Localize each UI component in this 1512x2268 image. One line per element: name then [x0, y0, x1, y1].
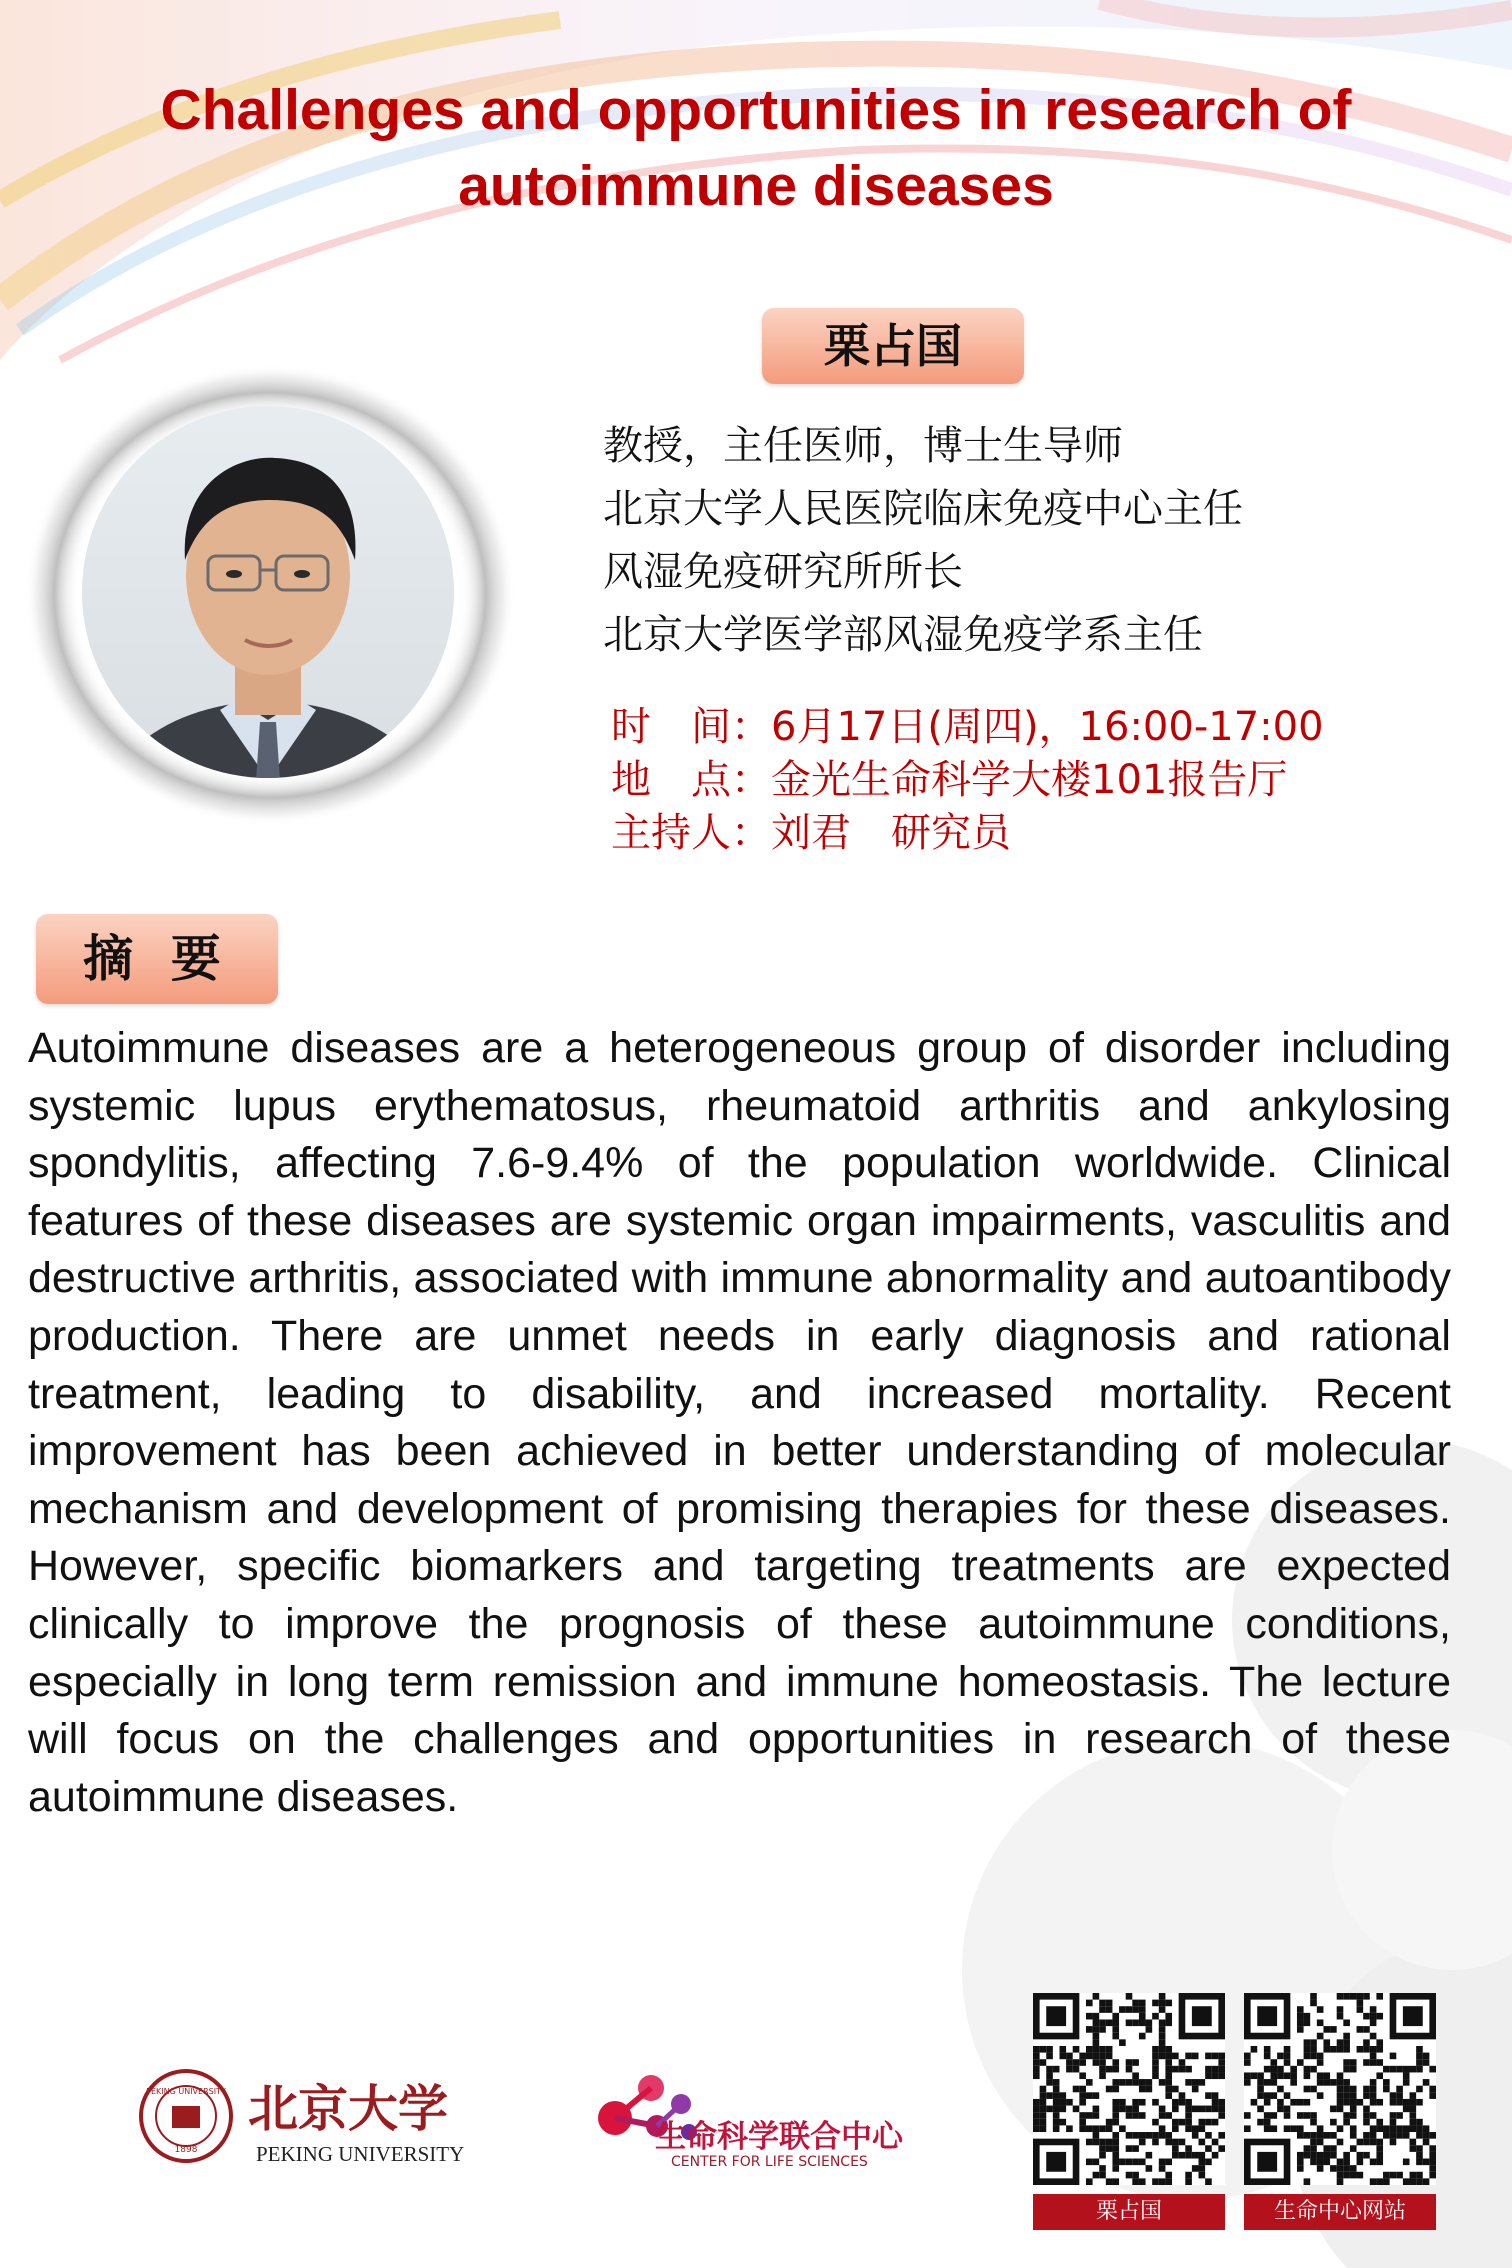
event-host-label: 主持人： [611, 810, 771, 856]
speaker-portrait [20, 360, 520, 830]
speaker-title-line: 北京大学医学部风湿免疫学系主任 [603, 612, 1203, 658]
speaker-title-line: 教授，主任医师，博士生导师 [603, 423, 1123, 469]
qr-code-speaker[interactable] [1033, 1993, 1225, 2230]
pku-en-name: PEKING UNIVERSITY [256, 2142, 465, 2166]
event-place-label: 地 点： [611, 757, 771, 803]
peking-university-seal [138, 2068, 478, 2168]
abstract-text: Autoimmune diseases are a heterogeneous group of disorder including systemic lupus erythematosus, rheumatoid arthritis and ankylosing spondylitis, affecting 7.6-9.4% of the population worldwide. Clinical features of these diseases are systemic organ impairments, vasculitis and destructive arthritis, associated with immune abnormality and autoantibody production. There are unmet needs in early diagnosis and rational treatment, leading to disability, and increased mortality. Recent improvement has been achieved in better understanding of molecular mechanism and development of promising therapies for these diseases. However, specific biomarkers and targeting treatments are expected clinically to improve the prognosis of these autoimmune conditions, especially in long term remission and immune homeostasis. The lecture will focus on the challenges and opportunities in research of these autoimmune diseases. [28, 1024, 1451, 1821]
event-time-value: 6月17日(周四)，16:00-17:00 [771, 704, 1324, 750]
cls-cn-name: 生命科学联合中心 [655, 2119, 903, 2155]
qr-code-icon [1244, 1993, 1436, 2185]
qr-code-website[interactable] [1244, 1993, 1436, 2230]
speaker-title-line: 风湿免疫研究所所长 [603, 549, 963, 595]
qr-caption: 生命中心网站 [1244, 2194, 1436, 2230]
seal-text: PEKING UNIVERSITY [146, 2087, 226, 2096]
event-info [611, 701, 1324, 860]
event-host-value: 刘君 研究员 [771, 810, 1011, 856]
seal-year: 1898 [174, 2145, 198, 2155]
speaker-name-tag: 栗占国 [762, 308, 1024, 384]
event-host-row [611, 807, 1324, 860]
event-time-label: 时 间： [611, 704, 771, 750]
speaker-titles [603, 415, 1243, 667]
center-for-life-sciences-logo [585, 2062, 925, 2177]
peking-university-logo [138, 2068, 478, 2173]
abstract-heading-tag: 摘 要 [36, 914, 278, 1004]
cls-en-name: CENTER FOR LIFE SCIENCES [671, 2154, 868, 2170]
pku-cn-name: 北京大学 [248, 2079, 448, 2138]
event-place-value: 金光生命科学大楼101报告厅 [771, 757, 1288, 803]
cls-molecule-icon [585, 2062, 925, 2172]
page-title: Challenges and opportunities in research of autoimmune diseases [160, 78, 1352, 218]
event-place-row [611, 754, 1324, 807]
speaker-title-line: 北京大学人民医院临床免疫中心主任 [603, 486, 1243, 532]
qr-caption: 栗占国 [1033, 2194, 1225, 2230]
event-time-row [611, 701, 1324, 754]
qr-code-icon [1033, 1993, 1225, 2185]
